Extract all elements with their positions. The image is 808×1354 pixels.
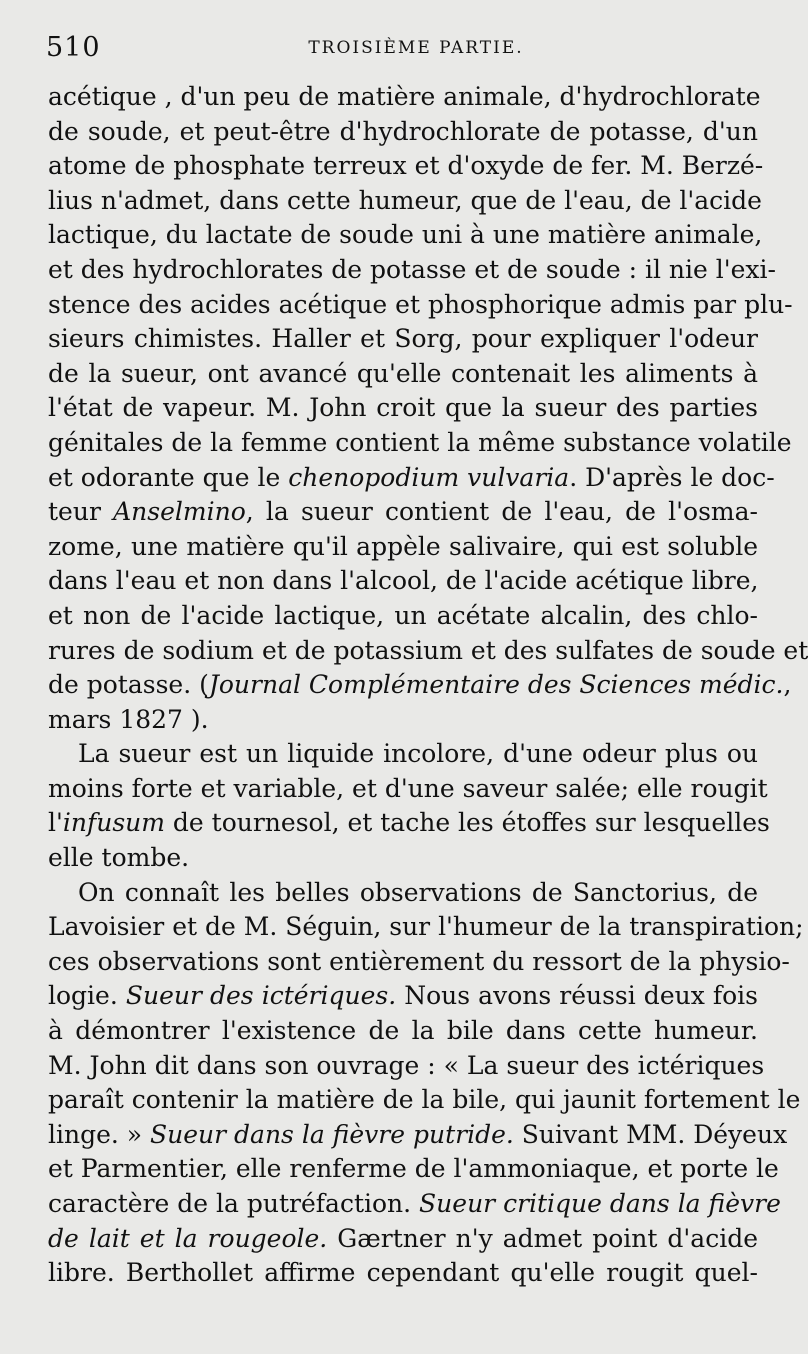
text-segment: et odorante que le [48, 462, 289, 492]
page-number: 510 [46, 32, 101, 63]
italic-text: Journal Complémentaire des Sciences médic. [208, 670, 784, 700]
text-segment: . D'après le doc- [569, 462, 775, 492]
text-line [48, 737, 758, 772]
text-segment: dans l'eau et non dans l'alcool, de l'acide acétique libre, [48, 566, 759, 596]
italic-text: Anselmino [113, 497, 246, 527]
text-segment: elle tombe. [48, 843, 190, 873]
italic-text: Sueur critique dans la fièvre [419, 1189, 781, 1218]
text-line [48, 253, 776, 288]
italic-text: infusum [62, 808, 165, 838]
text-segment: La sueur est un liquide incolore, d'une odeur plus ou [78, 739, 758, 769]
text-segment: de potasse. ( [48, 670, 209, 700]
text-segment: l' [48, 808, 63, 838]
text-line [48, 1222, 758, 1257]
text-segment: logie. [48, 981, 126, 1011]
text-segment: moins forte et variable, et d'une saveur salée; elle rougit [48, 773, 768, 803]
text-segment: , [783, 670, 792, 700]
text-segment: et non de l'acide lactique, un acétate alcalin, des chlo- [48, 600, 758, 630]
text-line [48, 945, 790, 980]
text-line [48, 1256, 758, 1291]
text-segment: On connaît les belles observations de Sanctorius, de [78, 877, 758, 907]
text-line [48, 495, 758, 530]
italic-text: Sueur dans la fièvre putride. [150, 1119, 514, 1149]
text-segment: à démontrer l'existence de la bile dans cette humeur. [48, 1016, 758, 1046]
text-segment: rures de sodium et de potassium et des sulfates de soude et [48, 635, 808, 665]
text-segment: l'état de vapeur. M. John croit que la sueur des parties [48, 393, 758, 423]
text-segment: atome de phosphate terreux et d'oxyde de fer. M. Berzé- [48, 151, 764, 181]
text-segment: et Parmentier, elle renferme de l'ammoniaque, et porte le [48, 1154, 779, 1184]
text-segment: M. John dit dans son ouvrage : « La sueur des ictériques [48, 1050, 765, 1080]
text-segment: Gærtner n'y admet point d'acide [327, 1223, 759, 1253]
text-segment: acétique , d'un peu de matière animale, d'hydrochlorate [48, 82, 761, 111]
text-line [48, 841, 758, 876]
text-segment: caractère de la putréfaction. [48, 1189, 420, 1218]
text-line [48, 564, 758, 599]
text-line [48, 910, 804, 945]
text-segment: génitales de la femme contient la même substance volatile [48, 427, 792, 457]
text-line [48, 322, 758, 357]
text-line [48, 599, 758, 634]
text-line [48, 979, 758, 1014]
text-line [48, 115, 758, 150]
italic-text: Sueur des ictériques. [125, 981, 397, 1011]
text-line [48, 668, 792, 703]
text-segment: paraît contenir la matière de la bile, qui jaunit fortement le [48, 1085, 801, 1115]
text-segment: Suivant MM. Déyeux [513, 1119, 788, 1149]
text-segment: zome, une matière qu'il appèle salivaire, qui est soluble [48, 531, 758, 561]
text-segment: mars 1827 ). [48, 704, 209, 734]
text-line [48, 461, 775, 496]
text-segment: de tournesol, et tache les étoffes sur lesquelles [164, 808, 770, 838]
running-head: TROISIÈME PARTIE. [308, 38, 524, 58]
text-line [48, 391, 758, 426]
text-line [48, 218, 763, 253]
text-segment: , la sueur contient de l'eau, de l'osma- [245, 497, 758, 527]
text-line [48, 806, 770, 841]
text-segment: teur [48, 497, 114, 527]
text-line [48, 1118, 788, 1153]
text-line [48, 530, 758, 565]
text-line [48, 703, 758, 738]
text-segment: ces observations sont entièrement du ressort de la physio- [48, 946, 790, 976]
text-line [48, 426, 792, 461]
italic-text: de lait et la rougeole. [48, 1223, 328, 1253]
italic-text: chenopodium vulvaria [288, 462, 570, 492]
text-line [48, 184, 762, 219]
text-line [48, 1187, 781, 1222]
text-segment: de la sueur, ont avancé qu'elle contenait les aliments à [48, 358, 758, 388]
text-segment: Lavoisier et de M. Séguin, sur l'humeur de la transpiration; [48, 912, 804, 942]
text-line [48, 149, 764, 184]
text-segment: sieurs chimistes. Haller et Sorg, pour expliquer l'odeur [48, 324, 758, 354]
page-header [46, 32, 746, 72]
text-line [48, 1152, 779, 1187]
text-segment: stence des acides acétique et phosphorique admis par plu- [48, 289, 793, 319]
text-line [48, 634, 808, 669]
text-line [48, 80, 761, 115]
text-segment: libre. Berthollet affirme cependant qu'elle rougit quel- [48, 1258, 758, 1288]
text-segment: lactique, du lactate de soude uni à une matière animale, [48, 220, 763, 250]
text-line [48, 1083, 801, 1118]
text-line [48, 1049, 765, 1084]
text-segment: linge. » [48, 1119, 151, 1149]
text-line [48, 1014, 758, 1049]
text-line [48, 772, 768, 807]
text-segment: et des hydrochlorates de potasse et de soude : il nie l'exi- [48, 254, 776, 284]
text-line [48, 357, 758, 392]
body-text [48, 80, 808, 1291]
text-line [48, 876, 758, 911]
text-segment: Nous avons réussi deux fois [396, 981, 759, 1011]
text-segment: lius n'admet, dans cette humeur, que de l'eau, de l'acide [48, 185, 762, 215]
text-line [48, 288, 793, 323]
text-segment: de soude, et peut-être d'hydrochlorate de potasse, d'un [48, 116, 758, 146]
